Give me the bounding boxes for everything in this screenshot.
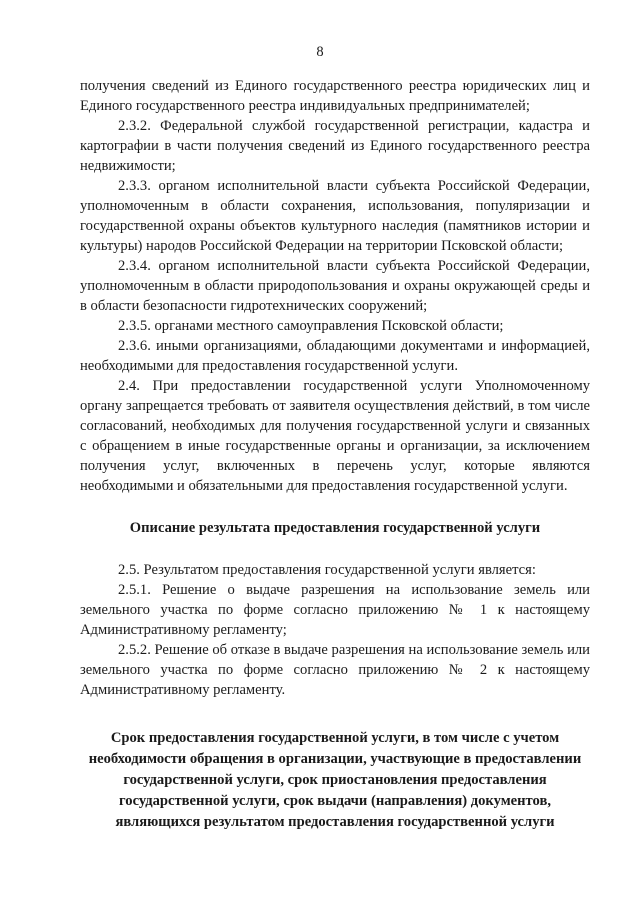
paragraph-2-3-2: 2.3.2. Федеральной службой государственной регистрации, кадастра и картографии в части получения сведений из Единого государственного реестра недвижимости;: [80, 118, 590, 174]
section-heading-deadline-line: являющихся результатом предоставления государственной услуги: [115, 814, 555, 830]
section-heading-deadline: [80, 728, 590, 833]
section-heading-deadline-line: Срок предоставления государственной услуги, в том числе с учетом: [110, 730, 560, 746]
section-heading-deadline-line: необходимости обращения в организации, участвующие в предоставлении: [88, 751, 582, 767]
paragraph-2-5-1: 2.5.1. Решение о выдаче разрешения на использование земель или земельного участка по форме согласно приложению № 1 к настоящему Административному регламенту;: [80, 582, 590, 638]
paragraph-2-5-2: 2.5.2. Решение об отказе в выдаче разрешения на использование земель или земельного участка по форме согласно приложению № 2 к настоящему Административному регламенту.: [80, 642, 590, 698]
paragraph-2-3-3: 2.3.3. органом исполнительной власти субъекта Российской Федерации, уполномоченным в области сохранения, использования, популяризации и государственной охраны объектов культурного наследия (памятников истории и культуры) народов Российской Федерации на территории Псковской области;: [80, 178, 590, 254]
page-number: 8: [316, 44, 324, 60]
paragraph-2-5: 2.5. Результатом предоставления государственной услуги является:: [118, 562, 536, 578]
paragraph-continuation: получения сведений из Единого государственного реестра юридических лиц и Единого государственного реестра индивидуальных предпринимателей;: [80, 78, 590, 114]
paragraph-2-3-6: 2.3.6. иными организациями, обладающими документами и информацией, необходимыми для предоставления государственной услуги.: [80, 338, 590, 374]
paragraph-2-4: 2.4. При предоставлении государственной услуги Уполномоченному органу запрещается требовать от заявителя осуществления действий, в том числе согласований, необходимых для получения государственной услуги и связанных с обращением в иные государственные органы и организации, за исключением получения услуг, включенных в перечень услуг, которые являются необходимыми и обязательными для предоставления государственной услуги.: [80, 378, 590, 494]
section-heading-result: Описание результата предоставления государственной услуги: [129, 520, 541, 536]
section-heading-deadline-line: государственной услуги, срок приостановления предоставления: [123, 772, 547, 788]
document-body: [80, 76, 590, 833]
paragraph-2-3-4: 2.3.4. органом исполнительной власти субъекта Российской Федерации, уполномоченным в области природопользования и охраны окружающей среды и в области безопасности гидротехнических сооружений;: [80, 258, 590, 314]
section-heading-deadline-line: государственной услуги, срок выдачи (направления) документов,: [119, 793, 551, 809]
paragraph-2-3-5: 2.3.5. органами местного самоуправления Псковской области;: [118, 318, 504, 334]
